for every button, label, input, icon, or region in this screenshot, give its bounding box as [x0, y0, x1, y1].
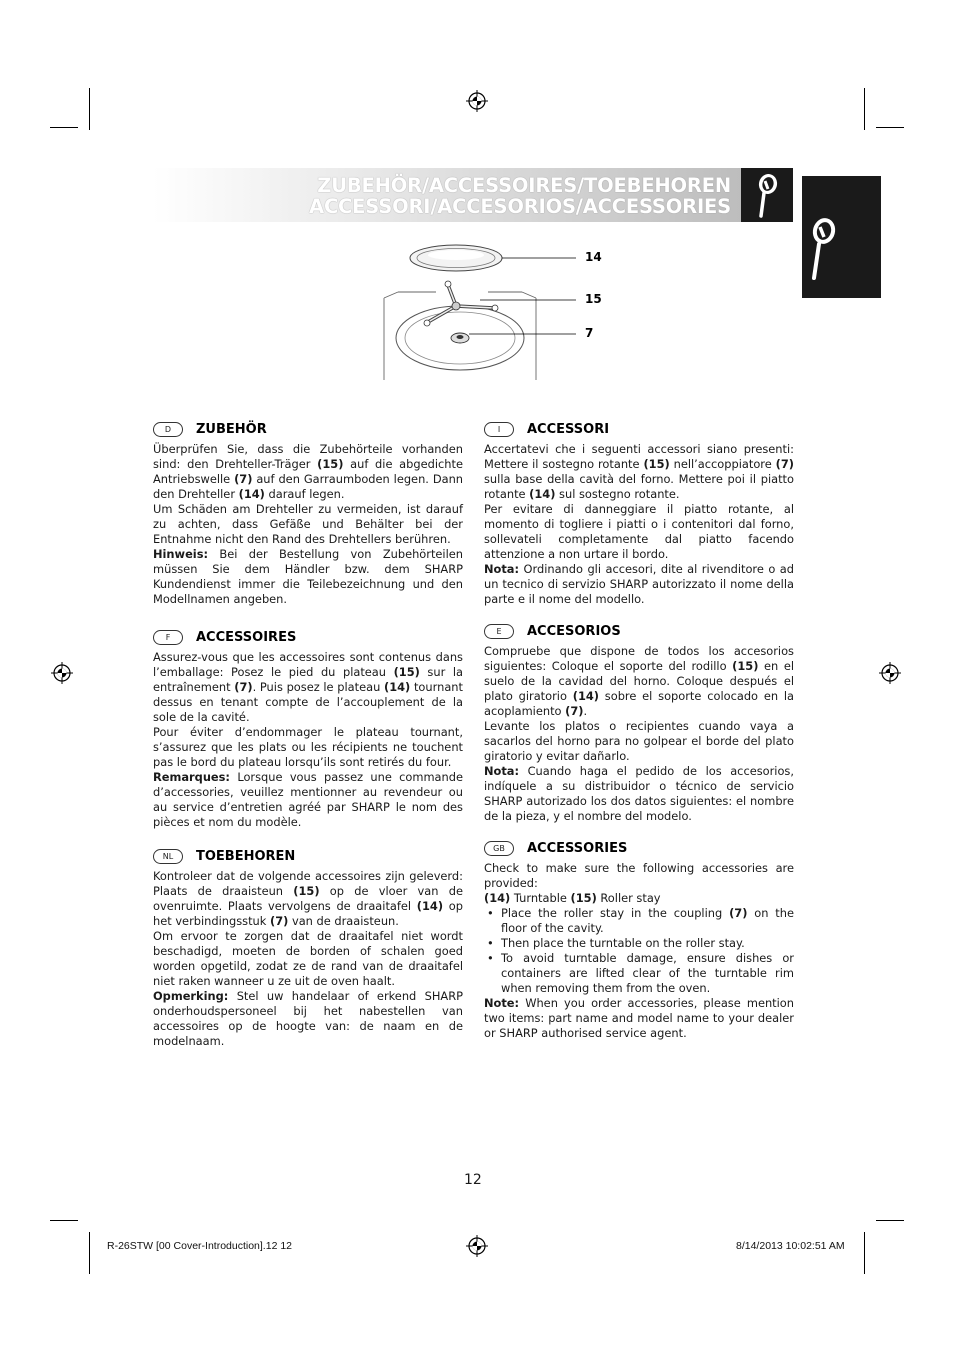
title-icon-box [741, 168, 793, 222]
note: Note: When you order accessories, please mention two items: part name and model name to your dealer or SHARP authorised service agent. [484, 996, 794, 1040]
figure-label-15: 15 [585, 292, 602, 306]
paragraph: Om ervoor te zorgen dat de draaitafel niet wordt beschadigd, moeten de borden of schalen goed worden opgetild, zodat ze de rand van de draaitafel niet raken wanneer u ze uit de oven haalt. [153, 929, 463, 988]
language-badge: GB [484, 841, 514, 856]
registration-mark-icon [879, 662, 901, 684]
crop-mark [50, 127, 78, 128]
footer-timestamp: 8/14/2013 10:02:51 AM [736, 1240, 845, 1252]
registration-mark-icon [466, 90, 488, 112]
paragraph: Kontroleer dat de volgende accessoires zijn geleverd: Plaats de draaisteun (15) op de vloer van de ovenruimte. Plaats vervolgens de draaitafel (14) op het verbindingsstuk (7) van de draaisteun. [153, 869, 463, 928]
list-item: • To avoid turntable damage, ensure dishes or containers are lifted clear of the turntable rim when removing them from the oven. [484, 951, 794, 996]
crop-mark [50, 1220, 78, 1221]
side-section-tab [802, 176, 881, 298]
crop-mark [89, 1232, 90, 1274]
section-title: ACCESSORIES [527, 841, 628, 856]
paragraph: Assurez-vous que les accessoires sont contenus dans l’emballage: Posez le pied du plateau (15) sur la entraînement (7). Puis posez le plateau (14) tournant dessus en tenant compte de l’accouplement de la sole de la cavité. [153, 650, 463, 724]
crop-mark [876, 1220, 904, 1221]
crop-mark [864, 1232, 865, 1274]
note: Hinweis: Bei der Bestellung von Zubehörteilen müssen Sie dem Händler bzw. dem SHARP Kundendienst immer die Teilebezeichnung und den Modellnamen angeben. [153, 547, 463, 606]
crop-mark [864, 88, 865, 130]
parts-list: (14) Turntable (15) Roller stay [484, 891, 661, 905]
paragraph: Um Schäden am Drehteller zu vermeiden, ist darauf zu achten, dass Gefäße und Behälter bei der Entnahme nicht den Rand des Drehtellers berühren. [153, 502, 463, 546]
warning-hand-icon [741, 168, 793, 222]
section-title: TOEBEHOREN [196, 849, 296, 864]
turntable-diagram [376, 238, 576, 383]
figure-label-14: 14 [585, 250, 602, 264]
registration-mark-icon [466, 1235, 488, 1257]
footer-file-info: R-26STW [00 Cover-Introduction].12 12 [107, 1240, 293, 1252]
paragraph: Check to make sure the following accessories are provided: [484, 861, 794, 890]
crop-mark [89, 88, 90, 130]
language-badge: I [484, 422, 514, 437]
language-badge: E [484, 624, 514, 639]
section-heading-f [153, 629, 463, 647]
warning-hand-icon [802, 176, 881, 298]
right-column [484, 421, 794, 1041]
note: Nota: Ordinando gli accesori, dite al rivenditore o ad un tecnico di servizio SHARP autorizzato il nome della parte e il nome del modello. [484, 562, 794, 606]
paragraph: Per evitare di danneggiare il piatto rotante, al momento di togliere i piatti o i contenitori dal forno, sollevateli completamente dal piatto facendo attenzione a non urtare il bordo. [484, 502, 794, 561]
list-item: • Place the roller stay in the coupling (7) on the floor of the cavity. [484, 906, 794, 936]
section-heading-nl [153, 848, 463, 866]
section-heading-d [153, 421, 463, 439]
section-heading-e [484, 623, 794, 641]
section-heading-i [484, 421, 794, 439]
note: Nota: Cuando haga el pedido de los accesorios, indíquele a su distribuidor o técnico de servicio SHARP autorizado los dos datos siguientes: el nombre de la pieza, y el nombre del modelo. [484, 764, 794, 823]
note: Remarques: Lorsque vous passez une commande d’accessories, veuillez mentionner au revendeur ou au service d’entretien agréé par SHARP le nom des pièces et nom du modèle. [153, 770, 463, 829]
crop-mark [876, 127, 904, 128]
section-title: ACCESSORI [527, 422, 610, 437]
paragraph: Accertatevi che i seguenti accessori siano presenti: Mettere il sostegno rotante (15) nell’accoppiatore (7) sulla base della cavità del forno. Mettere poi il piatto rotante (14) sul sostegno rotante. [484, 442, 794, 501]
page-title-line1: ZUBEHÖR/ACCESSOIRES/TOEBEHOREN [317, 174, 731, 197]
paragraph: Überprüfen Sie, dass die Zubehörteile vorhanden sind: den Drehteller-Träger (15) auf die abgedichte Antriebswelle (7) auf den Garraumboden legen. Dann den Drehteller (14) darauf legen. [153, 442, 464, 501]
language-badge: NL [153, 849, 183, 864]
section-title: ZUBEHÖR [196, 422, 267, 437]
list-item: • Then place the turntable on the roller stay. [484, 936, 794, 951]
section-title: ACCESSOIRES [196, 630, 297, 645]
registration-mark-icon [51, 662, 73, 684]
page-title-line2: ACCESSORI/ACCESORIOS/ACCESSORIES [309, 195, 731, 218]
paragraph: Levante los platos o recipientes cuando vaya a sacarlos del horno para no golpear el borde del plato giratorio y evitar dañarlo. [484, 719, 794, 763]
figure-label-7: 7 [585, 326, 594, 340]
note: Opmerking: Stel uw handelaar of erkend SHARP onderhoudspersoneel bij het nabestellen van accessoires op de hoogte van: de naam en de modelnaam. [153, 989, 463, 1048]
language-badge: D [153, 422, 183, 437]
section-title: ACCESORIOS [527, 624, 621, 639]
left-column [153, 421, 463, 1049]
paragraph: Compruebe que dispone de todos los accesorios siguientes: Coloque el soporte del rodillo (15) en el suelo de la cavidad del horno. Coloque después el plato giratorio (14) sobre el soporte colocado en la acoplamiento (7). [484, 644, 794, 718]
page-title-banner [153, 168, 741, 222]
language-badge: F [153, 630, 183, 645]
section-heading-gb [484, 840, 794, 858]
paragraph: Pour éviter d’endommager le plateau tournant, s’assurez que les plats ou les récipients ne touchent pas le bord du plateau lorsqu’ils sont retirés du four. [153, 725, 463, 769]
page-number: 12 [464, 1172, 482, 1188]
